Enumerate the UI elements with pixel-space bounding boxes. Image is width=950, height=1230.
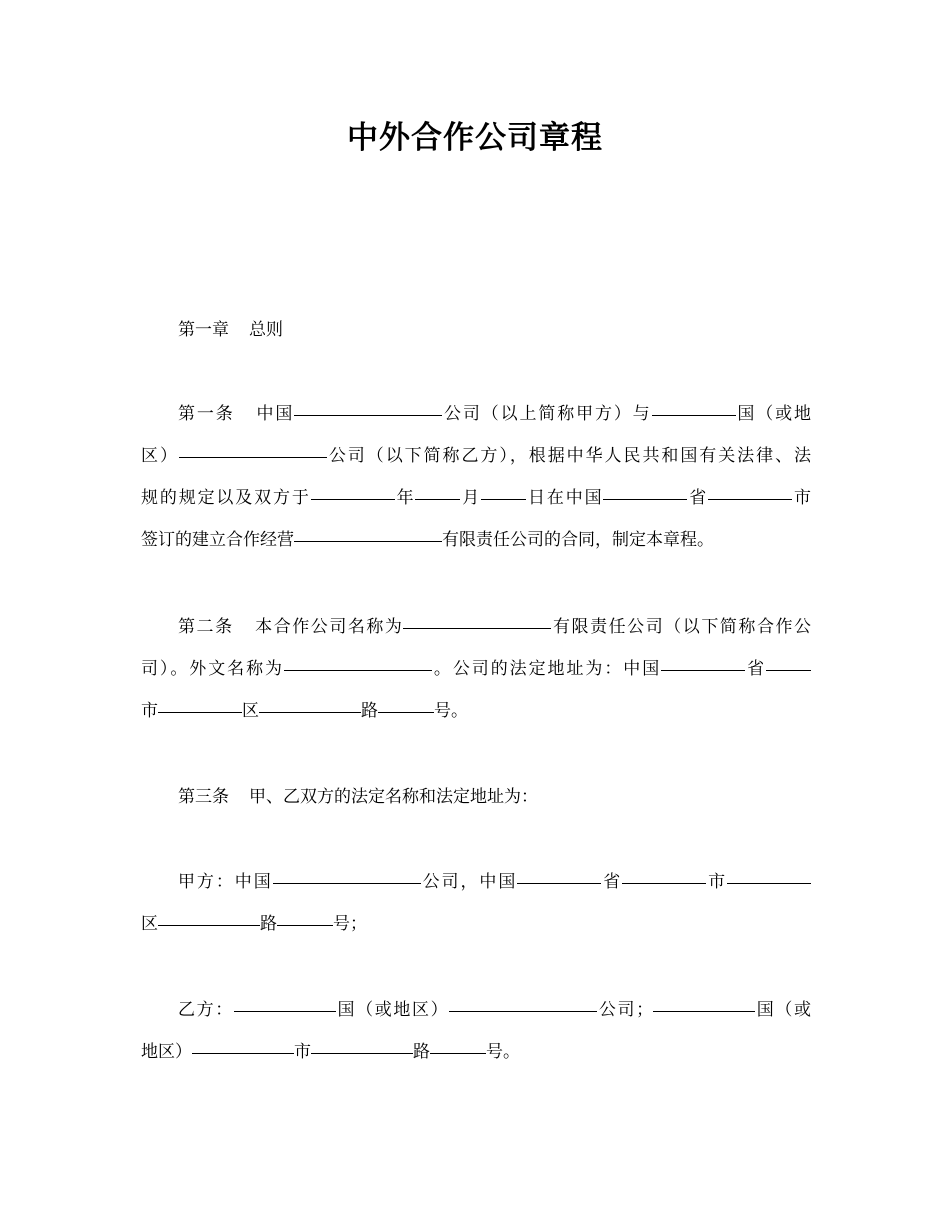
article-text: 有限责任公司（以下简称合作公 [551,617,812,637]
article-text: 中国 [254,404,295,424]
article-text: 省 [601,872,623,892]
article-text: 市 [294,1042,311,1062]
article-text: 有限责任公司的合同，制定本章程。 [442,530,714,550]
article-text: 路 [260,914,277,934]
article-text: 月 [460,488,482,508]
article-text: 路 [413,1042,430,1062]
chapter-heading [141,309,811,351]
article-text: 号。 [486,1042,520,1062]
article-text: 省 [687,488,709,508]
fill-blank[interactable] [234,1010,336,1012]
article-text: 路 [361,701,378,721]
fill-blank[interactable] [378,711,434,713]
article-text: 国（或 [755,1000,811,1020]
fill-blank[interactable] [294,540,442,542]
fill-blank[interactable] [622,882,706,884]
article-text: 市 [792,488,812,508]
fill-blank[interactable] [403,627,551,629]
fill-blank[interactable] [158,924,260,926]
fill-blank[interactable] [653,1010,755,1012]
fill-blank[interactable] [284,669,432,671]
article-text: 国（或地区） [335,1000,450,1020]
fill-blank[interactable] [294,414,442,416]
article-text: 公司； [597,1000,654,1020]
article-text: 省 [745,659,767,679]
article-text: 甲、乙双方的法定名称和法定地址为： [249,787,538,807]
fill-blank[interactable] [311,498,395,500]
article-text: 号。 [434,701,468,721]
fill-blank[interactable] [311,1052,413,1054]
fill-blank[interactable] [708,498,792,500]
article-text: 区 [141,914,158,934]
fill-blank[interactable] [158,711,242,713]
article-text: 国（或地 [735,404,812,424]
fill-blank[interactable] [192,1052,294,1054]
document-title: 中外合作公司章程 [347,120,603,156]
article-text: 公司（以下简称乙方），根据中华人民共和国有关法律、法 [326,446,812,466]
fill-blank[interactable] [277,924,333,926]
party-a [141,861,811,945]
article-text: 年 [394,488,416,508]
article-text: 签订的建立合作经营 [141,530,294,550]
fill-blank[interactable] [766,669,811,671]
article-text: 市 [706,872,728,892]
fill-blank[interactable] [273,882,421,884]
article-text: 乙方： [178,1000,234,1020]
fill-blank[interactable] [259,711,361,713]
chapter-label: 第一章 [178,320,229,340]
fill-blank[interactable] [727,882,811,884]
fill-blank[interactable] [517,882,601,884]
article-text: 司）。外文名称为 [141,659,284,679]
fill-blank[interactable] [661,669,745,671]
article-text: 规的规定以及双方于 [141,488,311,508]
fill-blank[interactable] [603,498,687,500]
fill-blank[interactable] [449,1010,597,1012]
article-text: 区） [141,446,179,466]
article-text: 日在中国 [526,488,604,508]
article-label: 第二条 [178,617,234,637]
article-label: 第一条 [178,404,235,424]
fill-blank[interactable] [430,1052,486,1054]
article-text: 地区） [141,1042,192,1062]
article-text: 甲方：中国 [178,872,273,892]
article-3 [141,776,811,818]
fill-blank[interactable] [481,498,526,500]
article-text: 市 [141,701,158,721]
party-b [141,989,811,1073]
chapter-name: 总则 [249,320,283,340]
fill-blank[interactable] [652,414,736,416]
article-text: 公司，中国 [420,872,518,892]
article-1 [141,393,811,561]
article-2 [141,606,811,732]
article-text: 公司（以上简称甲方）与 [442,404,652,424]
article-text: 区 [242,701,259,721]
article-text: 。公司的法定地址为：中国 [431,659,662,679]
article-text: 本合作公司名称为 [253,617,404,637]
fill-blank[interactable] [179,456,327,458]
article-text: 号； [333,914,367,934]
article-label: 第三条 [178,787,229,807]
fill-blank[interactable] [415,498,460,500]
